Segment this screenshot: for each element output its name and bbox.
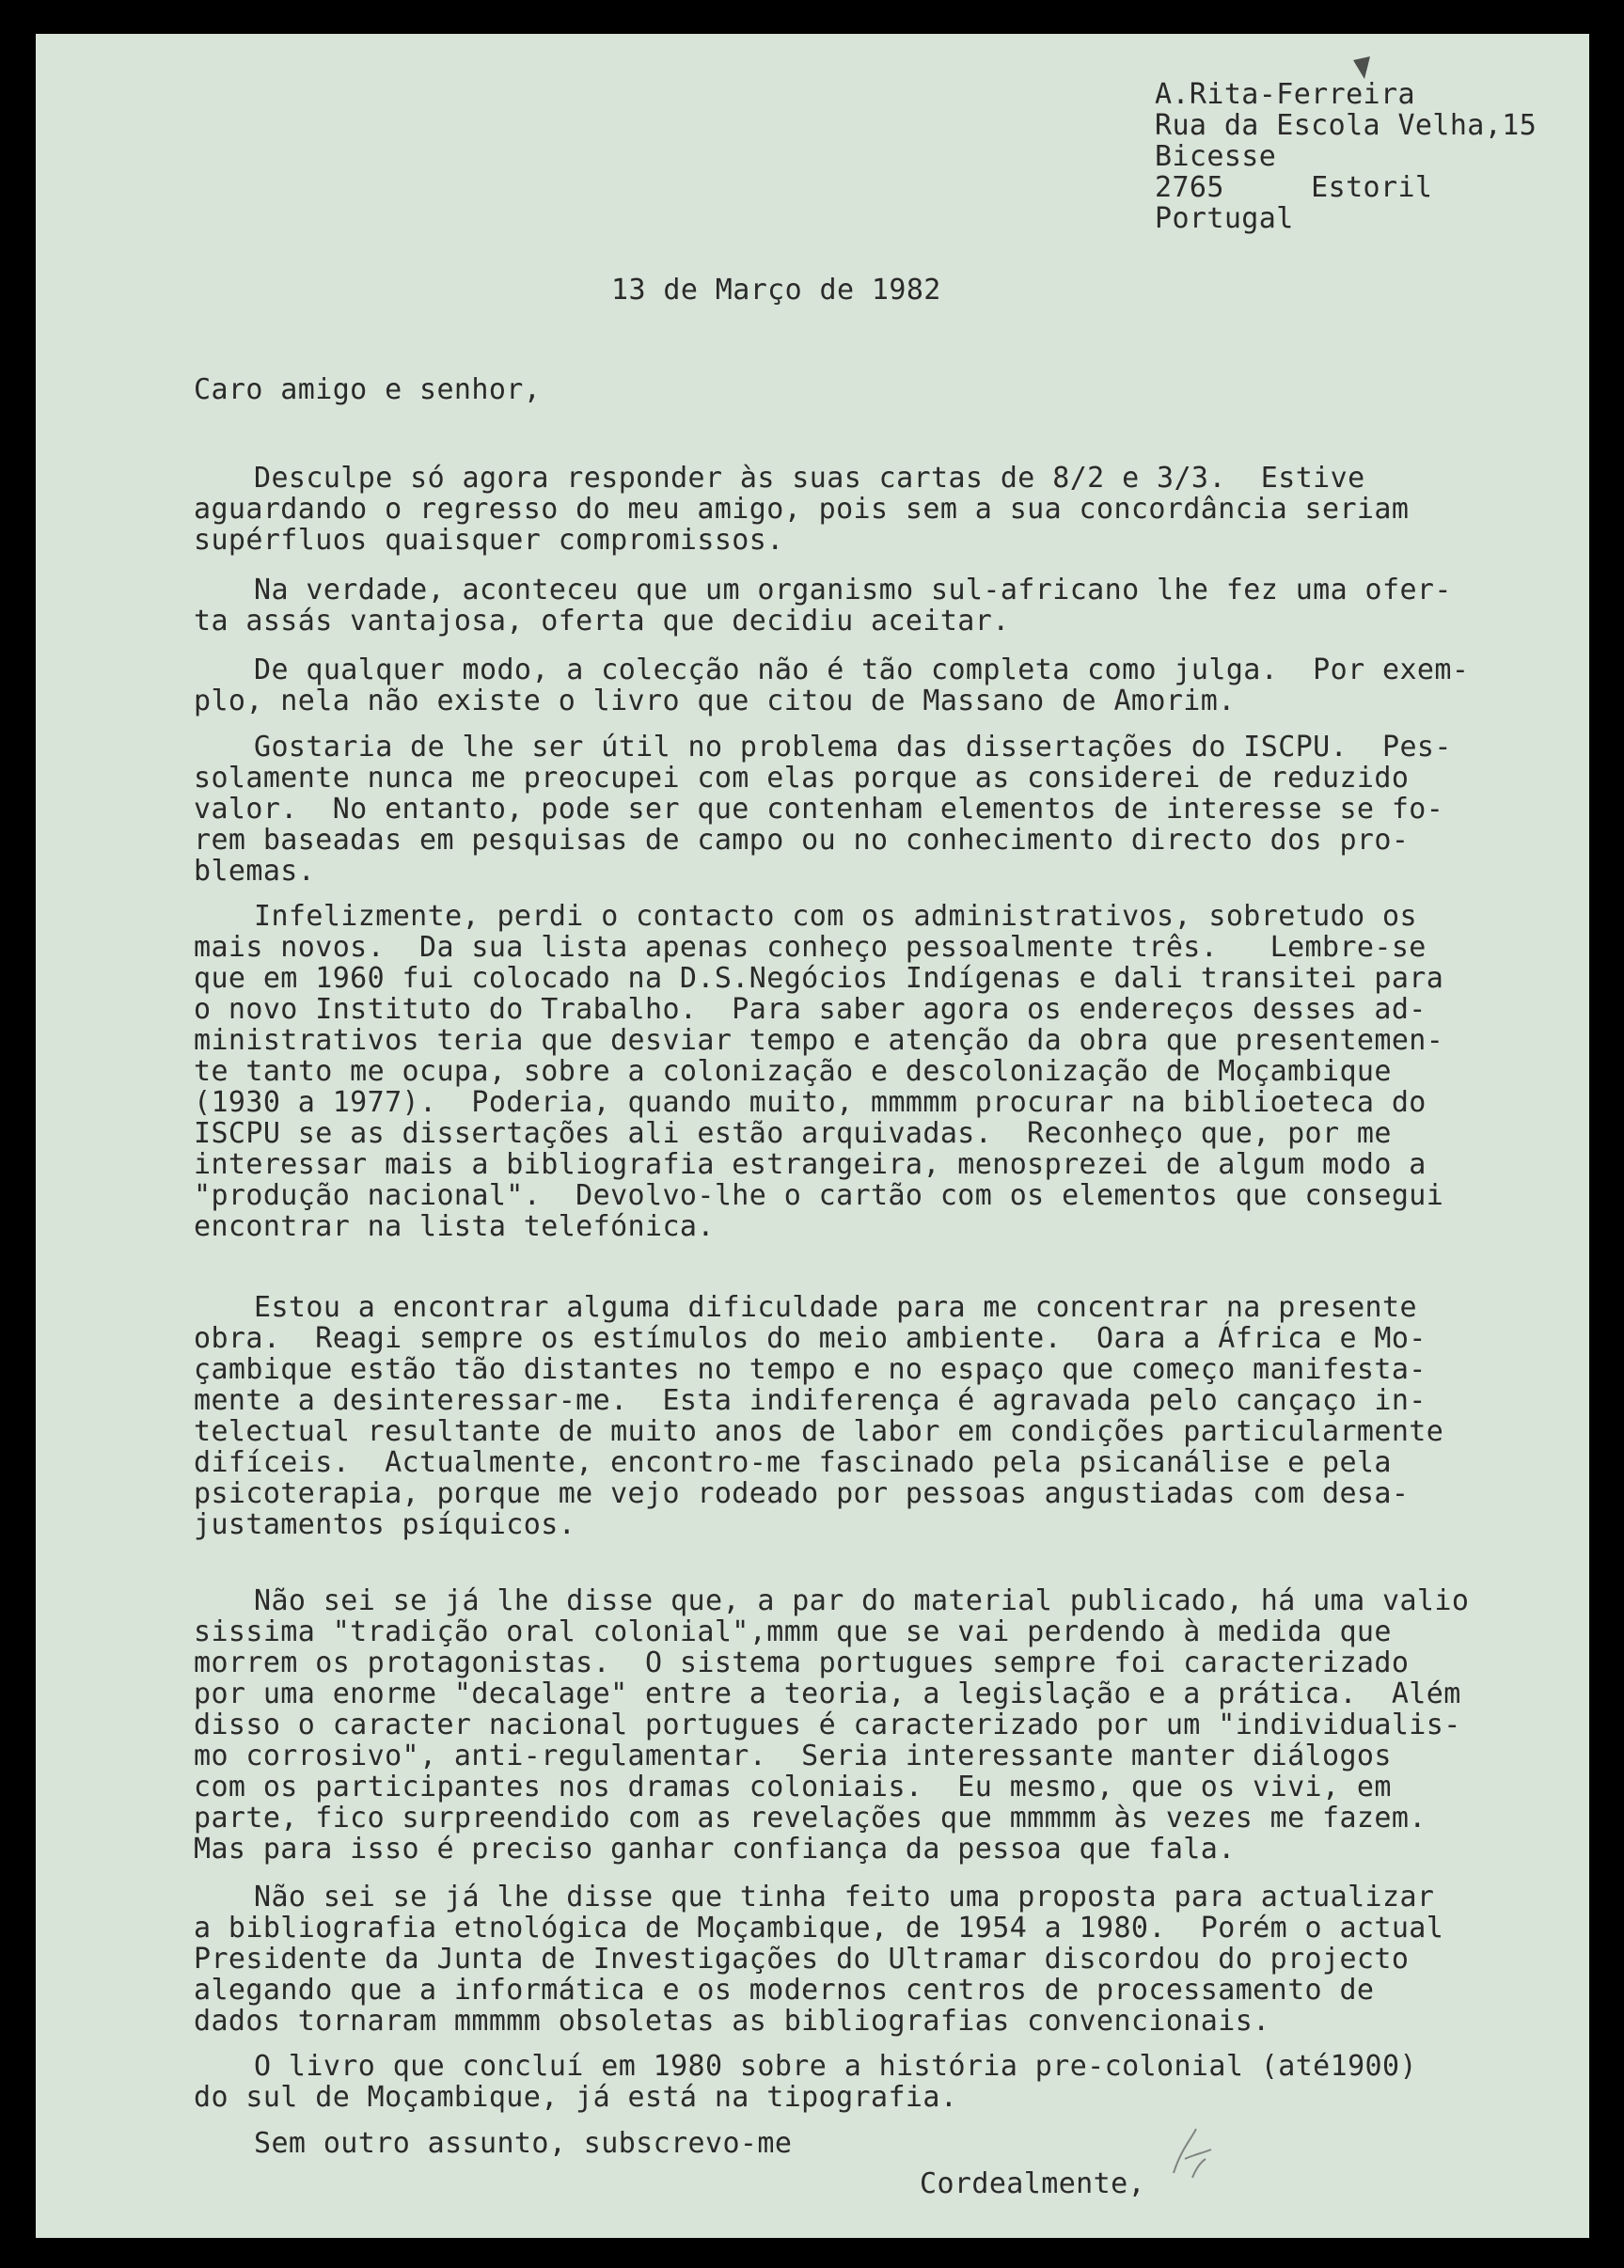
body-line: morrem os protagonistas. O sistema portugues sempre foi caracterizado <box>194 1646 1410 1679</box>
body-line: çambique estão tão distantes no tempo e no espaço que começo manifesta- <box>194 1353 1427 1386</box>
body-line: De qualquer modo, a colecção não é tão completa como julga. Por exem- <box>254 654 1470 686</box>
body-line: interessar mais a bibliografia estrangeira, menosprezei de algum modo a <box>194 1148 1427 1181</box>
body-line: valor. No entanto, pode ser que contenham elementos de interesse se fo- <box>194 793 1444 826</box>
body-line: blemas. <box>194 855 316 888</box>
body-line: disso o caracter nacional portugues é caracterizado por um "individualis- <box>194 1709 1461 1741</box>
body-line: com os participantes nos dramas coloniais. Eu mesmo, que os vivi, em <box>194 1771 1392 1803</box>
body-line: ministrativos teria que desviar tempo e atenção da obra que presentemen- <box>194 1024 1444 1057</box>
body-line: psicoterapia, porque me vejo rodeado por pessoas angustiadas com desa- <box>194 1477 1410 1510</box>
letter-date: 13 de Março de 1982 <box>611 274 941 307</box>
body-line: Presidente da Junta de Investigações do Ultramar discordou do projecto <box>194 1943 1410 1976</box>
body-line: justamentos psíquicos. <box>194 1508 576 1541</box>
body-line: supérfluos quaisquer compromissos. <box>194 524 784 557</box>
letter-page <box>36 34 1589 2238</box>
body-line: Na verdade, aconteceu que um organismo sul-africano lhe fez uma ofer- <box>254 574 1452 606</box>
address-line-country: Portugal <box>1155 202 1294 235</box>
body-line: ta assás vantajosa, oferta que decidiu aceitar. <box>194 605 1010 638</box>
body-line: obra. Reagi sempre os estímulos do meio ambiente. Oara a África e Mo- <box>194 1322 1427 1355</box>
body-line: dados tornaram mmmmm obsoletas as bibliografias convencionais. <box>194 2005 1270 2038</box>
body-line: O livro que concluí em 1980 sobre a história pre-colonial (até1900) <box>254 2050 1417 2083</box>
closing: Cordealmente, <box>920 2167 1145 2200</box>
body-line: Sem outro assunto, subscrevo-me <box>254 2127 793 2160</box>
body-line: sissima "tradição oral colonial",mmm que se vai perdendo à medida que <box>194 1615 1392 1648</box>
body-line: Infelizmente, perdi o contacto com os administrativos, sobretudo os <box>254 900 1417 933</box>
body-line: aguardando o regresso do meu amigo, pois sem a sua concordância seriam <box>194 493 1410 526</box>
address-line-locality: Bicesse <box>1155 140 1277 173</box>
body-line: mente a desinteressar-me. Esta indiferença é agravada pelo cançaço in- <box>194 1384 1427 1417</box>
body-line: rem baseadas em pesquisas de campo ou no conhecimento directo dos pro- <box>194 824 1410 857</box>
body-line: a bibliografia etnológica de Moçambique, de 1954 a 1980. Porém o actual <box>194 1912 1444 1945</box>
body-line: Gostaria de lhe ser útil no problema das dissertações do ISCPU. Pes- <box>254 731 1452 764</box>
body-line: mais novos. Da sua lista apenas conheço pessoalmente três. Lembre-se <box>194 931 1427 964</box>
body-line: Não sei se já lhe disse que, a par do material publicado, há uma valio <box>254 1584 1470 1617</box>
body-line: "produção nacional". Devolvo-lhe o cartão com os elementos que consegui <box>194 1179 1444 1212</box>
body-line: parte, fico surpreendido com as revelações que mmmmm às vezes me fazem. <box>194 1802 1427 1835</box>
body-line: alegando que a informática e os modernos centros de processamento de <box>194 1974 1375 2007</box>
body-line: solamente nunca me preocupei com elas porque as considerei de reduzido <box>194 762 1410 795</box>
body-line: mo corrosivo", anti-regulamentar. Seria interessante manter diálogos <box>194 1740 1392 1772</box>
signature-scribble <box>1164 2121 1221 2187</box>
body-line: te tanto me ocupa, sobre a colonização e descolonização de Moçambique <box>194 1055 1392 1088</box>
body-line: plo, nela não existe o livro que citou de Massano de Amorim. <box>194 685 1236 717</box>
body-line: difíceis. Actualmente, encontro-me fascinado pela psicanálise e pela <box>194 1446 1392 1479</box>
address-line-street: Rua da Escola Velha,15 <box>1155 109 1537 142</box>
body-line: ISCPU se as dissertações ali estão arquivadas. Reconheço que, por me <box>194 1117 1392 1150</box>
body-line: telectual resultante de muito anos de labor em condições particularmente <box>194 1415 1444 1448</box>
body-line: Não sei se já lhe disse que tinha feito uma proposta para actualizar <box>254 1881 1435 1914</box>
address-line-postcode: 2765 Estoril <box>1155 171 1433 204</box>
body-line: que em 1960 fui colocado na D.S.Negócios Indígenas e dali transitei para <box>194 962 1444 995</box>
body-line: por uma enorme "decalage" entre a teoria, a legislação e a prática. Além <box>194 1677 1461 1710</box>
salutation: Caro amigo e senhor, <box>194 373 542 406</box>
body-line: do sul de Moçambique, já está na tipografia. <box>194 2081 958 2114</box>
body-line: o novo Instituto do Trabalho. Para saber agora os endereços desses ad- <box>194 993 1427 1026</box>
body-line: Desculpe só agora responder às suas cartas de 8/2 e 3/3. Estive <box>254 462 1365 495</box>
body-line: (1930 a 1977). Poderia, quando muito, mmmmm procurar na biblioeteca do <box>194 1086 1427 1119</box>
body-line: Estou a encontrar alguma dificuldade para me concentrar na presente <box>254 1291 1417 1324</box>
body-line: encontrar na lista telefónica. <box>194 1210 715 1243</box>
body-line: Mas para isso é preciso ganhar confiança da pessoa que fala. <box>194 1833 1236 1866</box>
address-line-name: A.Rita-Ferreira <box>1155 78 1415 111</box>
letter-body <box>36 34 1589 2160</box>
